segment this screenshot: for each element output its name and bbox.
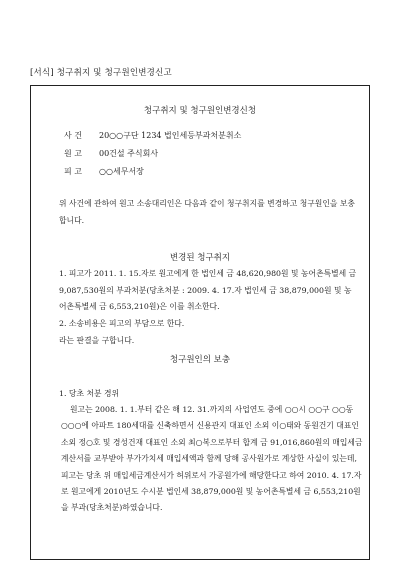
intro-paragraph: 위 사건에 관하여 원고 소송대리인은 다음과 같이 청구취지를 변경하고 청구원인을 보충합니다. bbox=[59, 199, 355, 225]
party-label: 피 고 bbox=[64, 167, 82, 176]
subheading-disposition-history: 1. 당초 처분 경위 bbox=[59, 389, 120, 398]
party-value: ○○세무서장 bbox=[99, 167, 144, 176]
disposition-history-body: 원고는 2008. 1. 1.부터 같은 해 12. 31.까지의 사업연도 중에 ○○시 ○○구 ○○동 ○○○에 아파트 180세대를 신축하면서 신용관지 대표인 소외 이○태와 동원건기 대표인 소외 정○호 및 경성건재 대표인 소외 최○복으로부터 합계 금 91,016,860원의 매입세금계산서를 교부받아 부가가치세 매입세액과 함께 당해 공사원가로 계상한 사실이 있는데, 피고는 당초 위 매입세금계산서가 허위로서 가공원가에 해당한다고 하여 2010. 4. 17.자로 원고에게 2010년도 수시분 법인세 38,879,000원 및 농어촌특별세 금 6,553,210원을 부과(당초처분)하였습니다. bbox=[61, 405, 363, 513]
section-title-supplement: 청구원인의 보충 bbox=[169, 355, 231, 365]
party-label: 사 건 bbox=[64, 131, 82, 140]
claim-item-1: 1. 피고가 2011. 1. 15.자로 원고에게 한 법인세 금 48,620,980원 및 농어촌특별세 금 9,087,530원의 부과처분(당초처분 : 2009. 4. 17.자 법인세 금 38,879,000원 및 농어촌특별세 금 6,553,210원)은 이를 취소한다. bbox=[59, 269, 357, 311]
form-header: [서식] 청구취지 및 청구원인변경신고 bbox=[30, 68, 172, 78]
party-row-plaintiff bbox=[64, 148, 158, 159]
claim-item-2: 2. 소송비용은 피고의 부담으로 한다. bbox=[59, 319, 185, 328]
party-value: 20○○구단 1234 법인세등부과처분취소 bbox=[99, 131, 242, 140]
party-label: 원 고 bbox=[64, 149, 82, 158]
party-row-defendant bbox=[64, 166, 144, 177]
claim-closing: 라는 판결을 구합니다. bbox=[59, 336, 135, 345]
document-frame bbox=[30, 85, 370, 560]
party-value: 00건설 주식회사 bbox=[99, 149, 159, 158]
section-title-amended-claim: 변경된 청구취지 bbox=[169, 253, 231, 263]
party-row-case bbox=[64, 130, 241, 141]
document-title: 청구취지 및 청구원인변경신청 bbox=[143, 106, 257, 116]
